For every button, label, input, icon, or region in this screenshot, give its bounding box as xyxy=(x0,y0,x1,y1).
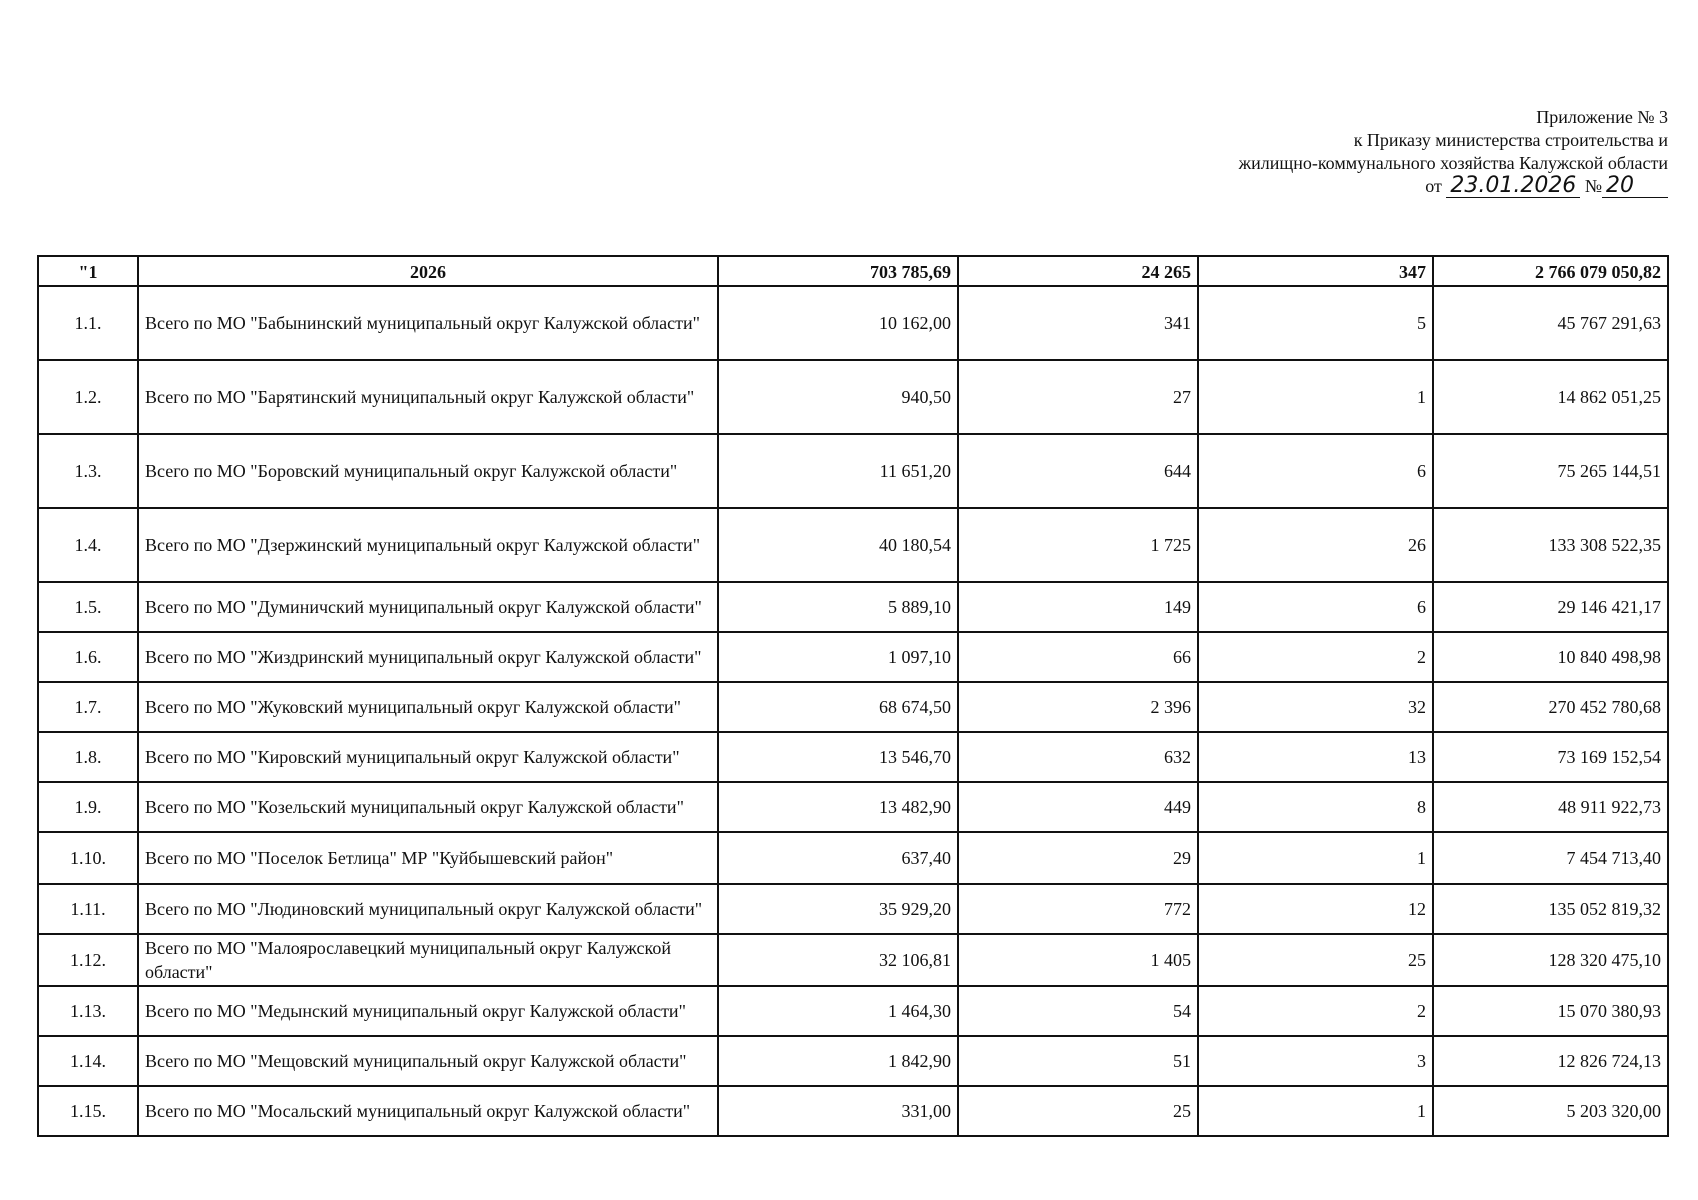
appendix-title: Приложение № 3 xyxy=(1536,107,1668,127)
table-row xyxy=(38,732,1668,782)
table-row xyxy=(38,934,1668,986)
row-num-cell: 1.14. xyxy=(38,1036,138,1086)
row-houses-cell: 2 xyxy=(1198,986,1433,1036)
row-people-cell: 51 xyxy=(958,1036,1198,1086)
row-sum-cell: 29 146 421,17 xyxy=(1433,582,1668,632)
table-row xyxy=(38,582,1668,632)
row-houses-cell: 32 xyxy=(1198,682,1433,732)
row-name-cell: Всего по МО "Дзержинский муниципальный округ Калужской области" xyxy=(138,508,718,582)
row-houses-cell: 2 xyxy=(1198,632,1433,682)
total-area-cell: 703 785,69 xyxy=(718,256,958,286)
row-area-cell: 11 651,20 xyxy=(718,434,958,508)
row-people-cell: 27 xyxy=(958,360,1198,434)
row-num-cell: 1.5. xyxy=(38,582,138,632)
row-area-cell: 13 482,90 xyxy=(718,782,958,832)
row-houses-cell: 13 xyxy=(1198,732,1433,782)
row-num-cell: 1.3. xyxy=(38,434,138,508)
row-people-cell: 632 xyxy=(958,732,1198,782)
row-area-cell: 5 889,10 xyxy=(718,582,958,632)
row-area-cell: 1 842,90 xyxy=(718,1036,958,1086)
row-num-cell: 1.7. xyxy=(38,682,138,732)
row-num-cell: 1.6. xyxy=(38,632,138,682)
row-area-cell: 35 929,20 xyxy=(718,884,958,934)
row-name-cell: Всего по МО "Думиничский муниципальный округ Калужской области" xyxy=(138,582,718,632)
row-people-cell: 149 xyxy=(958,582,1198,632)
row-people-cell: 54 xyxy=(958,986,1198,1036)
row-sum-cell: 12 826 724,13 xyxy=(1433,1036,1668,1086)
row-num-cell: 1.13. xyxy=(38,986,138,1036)
row-area-cell: 331,00 xyxy=(718,1086,958,1136)
row-name-cell: Всего по МО "Бабынинский муниципальный округ Калужской области" xyxy=(138,286,718,360)
row-area-cell: 1 097,10 xyxy=(718,632,958,682)
table-row xyxy=(38,434,1668,508)
row-sum-cell: 270 452 780,68 xyxy=(1433,682,1668,732)
row-name-cell: Всего по МО "Мещовский муниципальный округ Калужской области" xyxy=(138,1036,718,1086)
row-sum-cell: 15 070 380,93 xyxy=(1433,986,1668,1036)
row-sum-cell: 5 203 320,00 xyxy=(1433,1086,1668,1136)
date-prefix: от xyxy=(1425,176,1442,196)
row-area-cell: 10 162,00 xyxy=(718,286,958,360)
row-name-cell: Всего по МО "Медынский муниципальный округ Калужской области" xyxy=(138,986,718,1036)
total-num-cell: "1 xyxy=(38,256,138,286)
row-people-cell: 449 xyxy=(958,782,1198,832)
row-people-cell: 29 xyxy=(958,832,1198,884)
row-people-cell: 772 xyxy=(958,884,1198,934)
row-num-cell: 1.12. xyxy=(38,934,138,986)
table-row xyxy=(38,360,1668,434)
total-year-cell: 2026 xyxy=(138,256,718,286)
row-name-cell: Всего по МО "Поселок Бетлица" МР "Куйбышевский район" xyxy=(138,832,718,884)
row-houses-cell: 26 xyxy=(1198,508,1433,582)
date-number-line xyxy=(1048,175,1668,198)
table-row xyxy=(38,1086,1668,1136)
row-sum-cell: 73 169 152,54 xyxy=(1433,732,1668,782)
row-people-cell: 66 xyxy=(958,632,1198,682)
row-num-cell: 1.8. xyxy=(38,732,138,782)
ministry-name-line: жилищно-коммунального хозяйства Калужской области xyxy=(1238,153,1668,173)
row-sum-cell: 128 320 475,10 xyxy=(1433,934,1668,986)
row-houses-cell: 25 xyxy=(1198,934,1433,986)
table-row xyxy=(38,682,1668,732)
table-row xyxy=(38,782,1668,832)
row-houses-cell: 8 xyxy=(1198,782,1433,832)
row-area-cell: 1 464,30 xyxy=(718,986,958,1036)
row-name-cell: Всего по МО "Жуковский муниципальный округ Калужской области" xyxy=(138,682,718,732)
table-row xyxy=(38,632,1668,682)
total-sum-cell: 2 766 079 050,82 xyxy=(1433,256,1668,286)
handwritten-date: 23.01.2026 xyxy=(1446,175,1580,198)
row-area-cell: 13 546,70 xyxy=(718,732,958,782)
number-prefix: № xyxy=(1584,176,1602,196)
row-houses-cell: 1 xyxy=(1198,1086,1433,1136)
row-sum-cell: 45 767 291,63 xyxy=(1433,286,1668,360)
row-name-cell: Всего по МО "Барятинский муниципальный округ Калужской области" xyxy=(138,360,718,434)
total-houses-cell: 347 xyxy=(1198,256,1433,286)
row-houses-cell: 6 xyxy=(1198,582,1433,632)
municipal-data-table xyxy=(37,255,1669,1137)
row-houses-cell: 3 xyxy=(1198,1036,1433,1086)
row-area-cell: 32 106,81 xyxy=(718,934,958,986)
row-name-cell: Всего по МО "Кировский муниципальный округ Калужской области" xyxy=(138,732,718,782)
row-sum-cell: 75 265 144,51 xyxy=(1433,434,1668,508)
row-sum-cell: 7 454 713,40 xyxy=(1433,832,1668,884)
table-row xyxy=(38,508,1668,582)
row-houses-cell: 1 xyxy=(1198,360,1433,434)
row-houses-cell: 6 xyxy=(1198,434,1433,508)
row-num-cell: 1.11. xyxy=(38,884,138,934)
row-name-cell: Всего по МО "Мосальский муниципальный округ Калужской области" xyxy=(138,1086,718,1136)
row-num-cell: 1.9. xyxy=(38,782,138,832)
handwritten-number: 20 xyxy=(1602,175,1668,198)
row-houses-cell: 1 xyxy=(1198,832,1433,884)
order-reference-line: к Приказу министерства строительства и xyxy=(1353,130,1668,150)
table-row xyxy=(38,1036,1668,1086)
row-num-cell: 1.4. xyxy=(38,508,138,582)
row-area-cell: 637,40 xyxy=(718,832,958,884)
row-area-cell: 940,50 xyxy=(718,360,958,434)
row-area-cell: 68 674,50 xyxy=(718,682,958,732)
row-name-cell: Всего по МО "Жиздринский муниципальный округ Калужской области" xyxy=(138,632,718,682)
row-sum-cell: 14 862 051,25 xyxy=(1433,360,1668,434)
row-name-cell: Всего по МО "Людиновский муниципальный округ Калужской области" xyxy=(138,884,718,934)
table-total-row xyxy=(38,256,1668,286)
row-name-cell: Всего по МО "Боровский муниципальный округ Калужской области" xyxy=(138,434,718,508)
table-row xyxy=(38,286,1668,360)
table-row xyxy=(38,884,1668,934)
row-people-cell: 1 725 xyxy=(958,508,1198,582)
total-people-cell: 24 265 xyxy=(958,256,1198,286)
row-houses-cell: 5 xyxy=(1198,286,1433,360)
row-num-cell: 1.1. xyxy=(38,286,138,360)
row-num-cell: 1.10. xyxy=(38,832,138,884)
table-row xyxy=(38,986,1668,1036)
row-name-cell: Всего по МО "Малоярославецкий муниципальный округ Калужской области" xyxy=(138,934,718,986)
row-num-cell: 1.2. xyxy=(38,360,138,434)
row-people-cell: 25 xyxy=(958,1086,1198,1136)
row-sum-cell: 48 911 922,73 xyxy=(1433,782,1668,832)
table-row xyxy=(38,832,1668,884)
row-people-cell: 2 396 xyxy=(958,682,1198,732)
row-sum-cell: 135 052 819,32 xyxy=(1433,884,1668,934)
row-name-cell: Всего по МО "Козельский муниципальный округ Калужской области" xyxy=(138,782,718,832)
row-houses-cell: 12 xyxy=(1198,884,1433,934)
row-sum-cell: 10 840 498,98 xyxy=(1433,632,1668,682)
row-people-cell: 1 405 xyxy=(958,934,1198,986)
row-area-cell: 40 180,54 xyxy=(718,508,958,582)
row-people-cell: 341 xyxy=(958,286,1198,360)
document-header xyxy=(1048,106,1668,198)
row-sum-cell: 133 308 522,35 xyxy=(1433,508,1668,582)
row-num-cell: 1.15. xyxy=(38,1086,138,1136)
row-people-cell: 644 xyxy=(958,434,1198,508)
